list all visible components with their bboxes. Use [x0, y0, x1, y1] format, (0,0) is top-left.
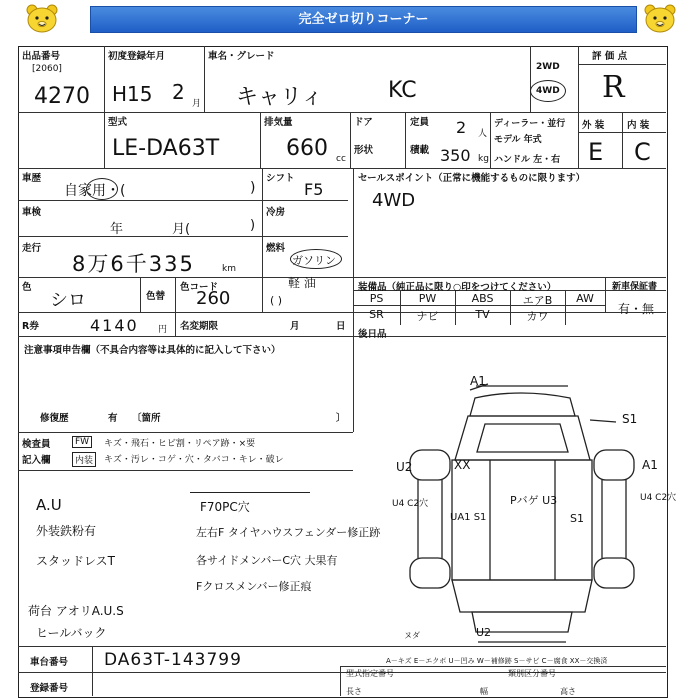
handwritten-note: Fクロスメンバー修正痕 — [196, 580, 312, 593]
displacement-value: 660 — [286, 136, 328, 161]
inspector-label: 検査員 — [22, 439, 51, 450]
evaluation-score: R — [602, 70, 625, 105]
lot-number-label: 出品番号 — [22, 51, 61, 62]
registration-month-unit: 月 — [192, 99, 202, 109]
damage-mark: U4 C2穴 — [640, 493, 677, 503]
shift-value: F5 — [304, 180, 324, 199]
attached-items-label: 後日品 — [358, 329, 387, 340]
lot-number: 4270 — [34, 84, 90, 109]
interior-grade: C — [634, 138, 651, 166]
drive-4wd-circle — [530, 80, 566, 102]
sales-point-value: 4WD — [372, 190, 416, 211]
color-label: 色 — [22, 282, 32, 293]
load-value: 350 — [440, 146, 471, 165]
exterior-grade: E — [588, 138, 604, 166]
handwritten-note: スタッドレスT — [36, 554, 115, 568]
spec-number-label: 型式指定番号 — [346, 669, 394, 678]
equipment-tv: TV — [475, 308, 490, 321]
fuel-label: 燃料 — [266, 243, 286, 254]
capacity-unit: 人 — [478, 129, 488, 139]
handwritten-note: 左右F タイヤハウスフェンダー修正跡 — [196, 526, 381, 539]
history-value: 自家用・( — [64, 183, 126, 199]
equipment-sr: SR — [369, 308, 384, 321]
fuel-gasoline-circle — [290, 249, 342, 269]
chassis-number-value: DA63T-143799 — [104, 650, 242, 670]
repair-place-close: 〕 — [336, 413, 346, 424]
color-value: シロ — [50, 290, 86, 311]
history-private-circle — [86, 178, 118, 200]
mascot-bear-icon — [22, 2, 62, 38]
shift-label: シフト — [266, 173, 295, 184]
mascot-bear-icon — [640, 2, 680, 38]
handwritten-note: ヒールバック — [36, 626, 107, 640]
inspector-note-label: 記入欄 — [22, 455, 51, 466]
displacement-unit: cc — [336, 154, 346, 164]
damage-mark: S1 — [570, 512, 584, 525]
model-label: 型式 — [108, 117, 128, 128]
equipment-label: 装備品（純正品に限り○印をつけてください） — [358, 282, 557, 293]
recycle-value: 4140 — [90, 316, 139, 335]
interior-label: 内 装 — [627, 120, 650, 131]
inspection-month: 月( — [172, 222, 191, 237]
handle-label: ハンドル 左・右 — [494, 155, 561, 165]
inspector-interior-items: キズ・汚レ・コゲ・穴・タバコ・キレ・破レ — [104, 455, 284, 465]
height-label: 高さ — [560, 687, 576, 696]
registration-number-label: 登録番号 — [30, 683, 69, 694]
capacity-label: 定員 — [410, 117, 430, 128]
damage-mark: UA1 S1 — [450, 512, 487, 523]
capacity-value: 2 — [456, 118, 467, 137]
damage-mark: S1 — [622, 412, 638, 426]
mileage-unit: km — [222, 264, 236, 274]
fuel-other: ( ) — [270, 294, 283, 307]
car-name-label: 車名・グレード — [208, 51, 275, 62]
history-close: ) — [250, 180, 256, 196]
inspector-interior: 内装 — [72, 452, 96, 467]
load-unit: kg — [478, 154, 489, 164]
handwritten-note: 外装鉄粉有 — [36, 524, 97, 538]
history-label: 車歴 — [22, 173, 42, 184]
recycle-unit: 円 — [158, 325, 168, 335]
repair-place-label: 〔箇所 — [132, 413, 161, 424]
handwritten-note: 各サイドメンバーC穴 大果有 — [196, 554, 338, 567]
inspector-fw-items: キズ・飛石・ヒビ割・リペア跡・×要 — [104, 439, 256, 449]
registration-month: 2 — [172, 80, 185, 104]
handwritten-note: A.U — [36, 496, 62, 514]
damage-mark: XX — [454, 458, 471, 472]
registration-era: H15 — [112, 82, 153, 106]
notes-label: 注意事項申告欄（不具合内容等は具体的に記入して下さい） — [24, 345, 281, 356]
color-code-value: 260 — [196, 288, 231, 309]
length-label: 長さ — [346, 687, 362, 696]
damage-mark: ヌダ — [404, 631, 420, 640]
banner-title: 完全ゼロ切りコーナー — [90, 6, 637, 33]
inspection-year: 年 — [110, 222, 124, 237]
equipment-navi: ナビ — [416, 310, 439, 323]
damage-mark: A1 — [470, 374, 486, 388]
handwritten-note: F70PC穴 — [200, 500, 250, 514]
mileage-label: 走行 — [22, 243, 42, 254]
warranty-value: 有・無 — [618, 302, 655, 316]
dealer-label: ディーラー・並行 — [494, 119, 566, 129]
handwritten-note: 荷台 アオリA.U.S — [28, 604, 124, 618]
fuel-diesel: 軽 油 — [288, 276, 316, 290]
ac-label: 冷房 — [266, 207, 286, 218]
warranty-label: 新車保証書 — [612, 282, 658, 292]
drive-2wd: 2WD — [536, 62, 560, 72]
chassis-number-label: 車台番号 — [30, 657, 69, 668]
equipment-aw: AW — [576, 292, 594, 305]
damage-mark: A1 — [642, 458, 658, 472]
repair-history-value: 有 — [108, 413, 118, 424]
equipment-ps: PS — [369, 292, 384, 305]
shape-label: 形状 — [354, 145, 374, 156]
equipment-pw: PW — [418, 292, 437, 305]
car-name: キャリィ — [236, 85, 324, 110]
drive-4wd: 4WD — [536, 86, 560, 96]
model-year-label: モデル 年式 — [494, 135, 542, 145]
door-label: ドア — [354, 117, 373, 128]
color-code-label: 色コード — [180, 282, 219, 293]
damage-mark: Pバゲ U3 — [510, 494, 558, 507]
equipment-airbag: エアB — [522, 294, 553, 307]
name-change-month: 月 — [290, 321, 300, 332]
damage-mark: U4 C2穴 — [392, 499, 429, 509]
model-value: LE-DA63T — [112, 136, 220, 161]
lot-sub-number: [2060] — [32, 64, 62, 74]
mileage-value: 8万6千335 — [72, 252, 195, 276]
damage-mark: U2 — [396, 460, 413, 474]
spec-sub-label: 類別区分番号 — [508, 669, 556, 678]
equipment-leather: カワ — [526, 310, 549, 323]
displacement-label: 排気量 — [264, 117, 293, 128]
handwritten-divider — [190, 492, 310, 493]
equipment-abs: ABS — [471, 292, 494, 305]
load-label: 積載 — [410, 145, 430, 156]
damage-mark: U2 — [476, 626, 492, 639]
color-change-label: 色替 — [146, 291, 166, 302]
repair-history-label: 修復歴 — [40, 413, 69, 424]
first-registration-label: 初度登録年月 — [108, 51, 166, 62]
inspection-label: 車検 — [22, 207, 42, 218]
name-change-label: 名変期限 — [180, 321, 219, 332]
sales-point-label: セールスポイント（正常に機能するものに限ります） — [358, 173, 586, 184]
evaluation-label: 評 価 点 — [592, 51, 628, 62]
car-grade: KC — [388, 78, 417, 103]
inspection-close: ) — [250, 218, 256, 233]
exterior-label: 外 装 — [582, 120, 605, 131]
name-change-day: 日 — [336, 321, 346, 332]
recycle-label: R券 — [22, 321, 39, 332]
inspector-fw: FW — [72, 436, 92, 448]
fuel-gasoline: ガソリン — [292, 254, 336, 267]
damage-legend: A－キズ E－エクボ U－凹み W－補修跡 S－サビ C－腐食 XX－交換済 — [386, 657, 608, 665]
width-label: 幅 — [480, 687, 488, 696]
